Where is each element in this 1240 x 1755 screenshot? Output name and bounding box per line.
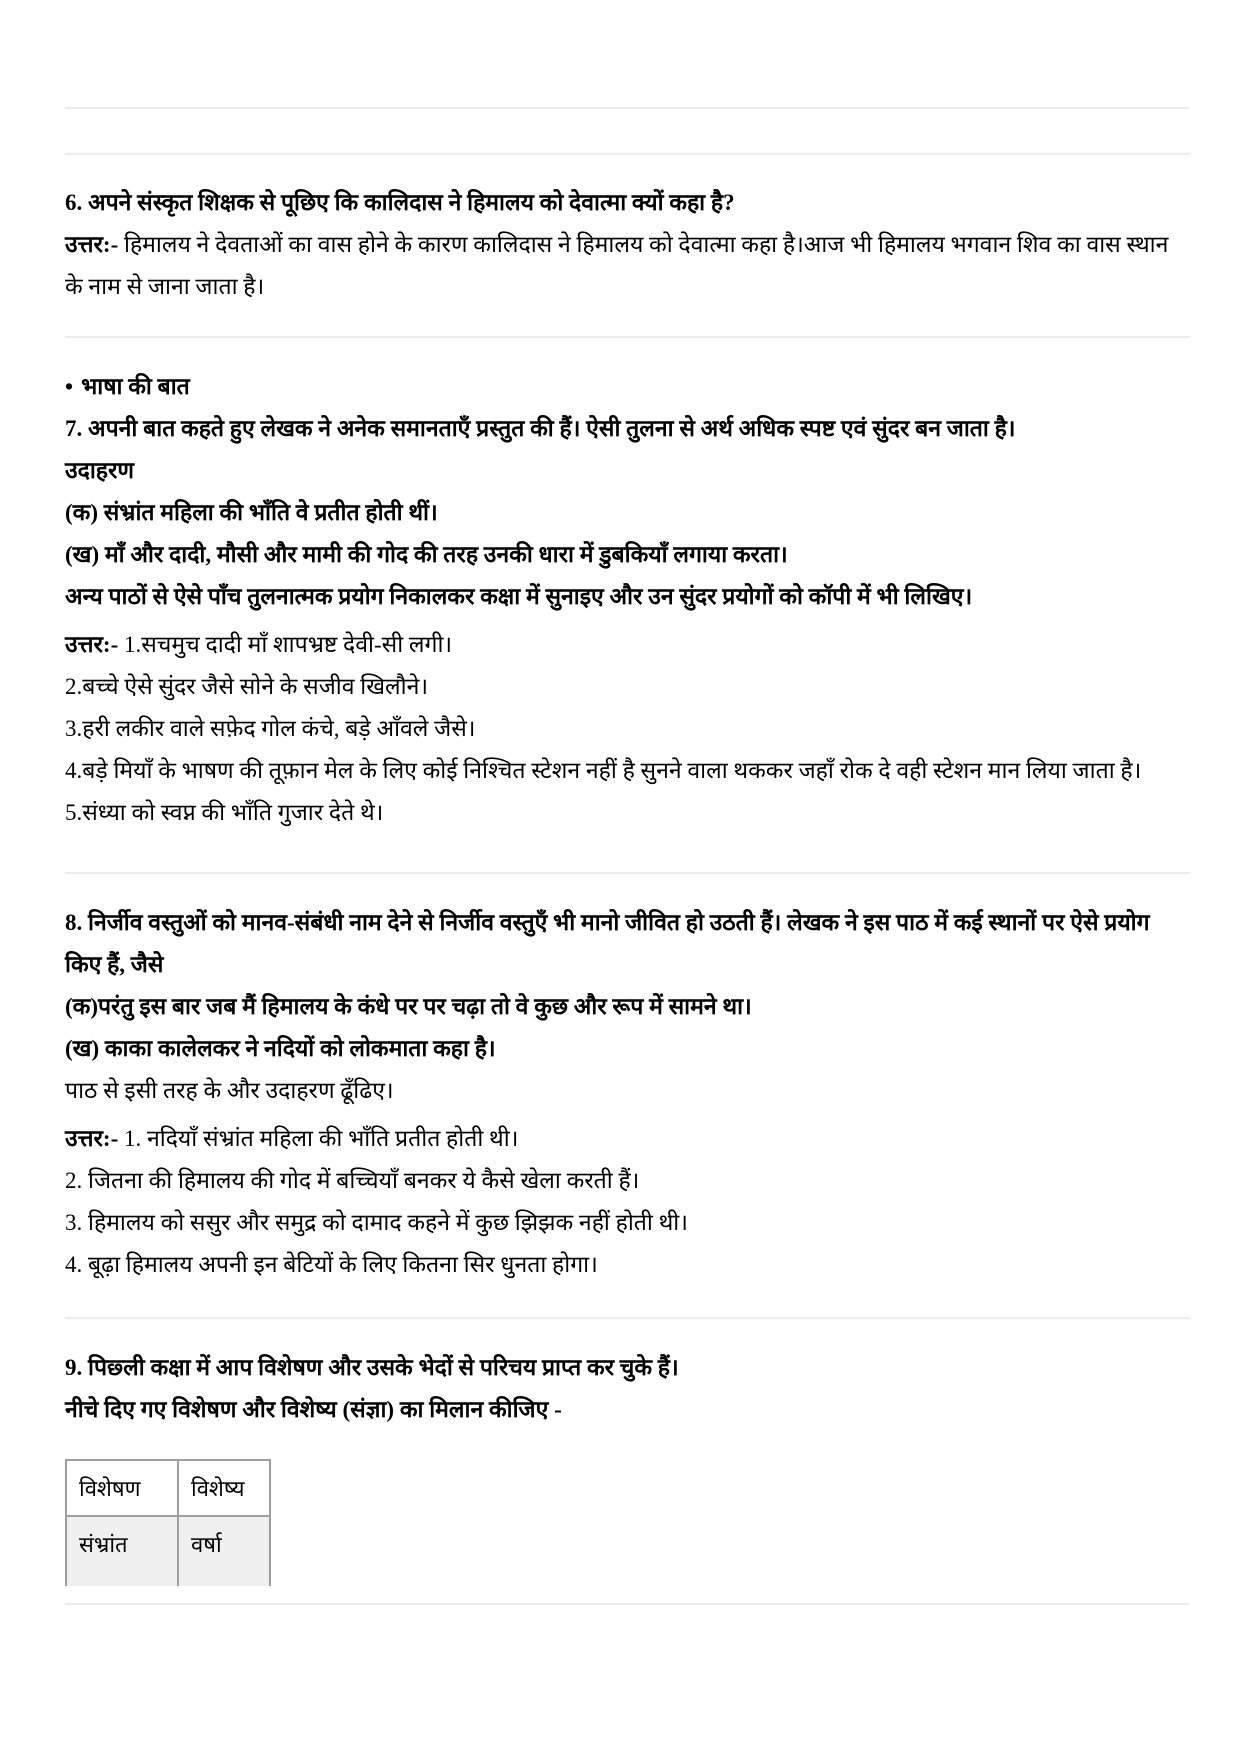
answer-8 <box>65 1118 1190 1160</box>
table-cell-sambhrant: संभ्रांत <box>66 1516 178 1586</box>
matching-table-container <box>65 1459 1190 1586</box>
bhasha-ki-baat-heading <box>65 366 1190 408</box>
question-7-example-ka: (क) संभ्रांत महिला की भाँति वे प्रतीत होती थीं। <box>65 500 438 525</box>
table-header-row <box>66 1460 270 1516</box>
question-7: 7. अपनी बात कहते हुए लेखक ने अनेक समानताएँ प्रस्तुत की हैं। ऐसी तुलना से अर्थ अधिक स्पष्ट एवं सुंदर बन जाता है। <box>65 416 1016 441</box>
section-divider <box>65 153 1190 155</box>
answer-7 <box>65 624 1190 666</box>
section-divider <box>65 1317 1190 1319</box>
answer-8-item-4: 4. बूढ़ा हिमालय अपनी इन बेटियों के लिए कितना सिर धुनता होगा। <box>65 1252 598 1277</box>
answer-7-label: उत्तर:- <box>65 632 119 657</box>
answer-8-label: उत्तर:- <box>65 1126 119 1151</box>
section-divider <box>65 107 1190 109</box>
answer-7-item-2: 2.बच्चे ऐसे सुंदर जैसे सोने के सजीव खिलौने। <box>65 674 429 699</box>
answer-8-item-2: 2. जितना की हिमालय की गोद में बच्चियाँ बनकर ये कैसे खेला करती हैं। <box>65 1168 640 1193</box>
question-8: 8. निर्जीव वस्तुओं को मानव-संबंधी नाम देने से निर्जीव वस्तुएँ भी मानो जीवित हो उठती हैं। लेखक ने इस पाठ में कई स्थानों पर ऐसे प्रयोग किए हैं, जैसे <box>65 910 1150 977</box>
question-7-udaharan-label: उदाहरण <box>65 458 135 483</box>
bullet-icon: • <box>65 374 74 399</box>
bhasha-ki-baat-label: भाषा की बात <box>81 374 190 399</box>
section-divider <box>65 336 1190 338</box>
answer-8-item-1: 1. नदियाँ संभ्रांत महिला की भाँति प्रतीत होती थी। <box>118 1126 519 1151</box>
question-8-example-kha: (ख) काका कालेलकर ने नदियों को लोकमाता कहा है। <box>65 1036 496 1061</box>
answer-7-item-5: 5.संध्या को स्वप्न की भाँति गुजार देते थे। <box>65 800 384 825</box>
question-6: 6. अपने संस्कृत शिक्षक से पूछिए कि कालिदास ने हिमालय को देवात्मा क्यों कहा है? <box>65 190 735 215</box>
answer-8-item-3: 3. हिमालय को ससुर और समुद्र को दामाद कहने में कुछ झिझक नहीं होती थी। <box>65 1210 688 1235</box>
question-8-example-ka: (क)परंतु इस बार जब मैं हिमालय के कंधे पर पर चढ़ा तो वे कुछ और रूप में सामने था। <box>65 994 752 1019</box>
section-divider <box>65 1603 1190 1605</box>
question-7-example-kha: (ख) माँ और दादी, मौसी और मामी की गोद की तरह उनकी धारा में डुबकियाँ लगाया करता। <box>65 542 788 567</box>
answer-6-label: उत्तर:- <box>65 232 119 257</box>
section-divider <box>65 872 1190 874</box>
answer-7-item-1: 1.सचमुच दादी माँ शापभ्रष्ट देवी-सी लगी। <box>118 632 453 657</box>
question-8-instruction: पाठ से इसी तरह के और उदाहरण ढूँढिए। <box>65 1078 394 1103</box>
table-header-visheshan: विशेषण <box>66 1460 178 1516</box>
question-9: 9. पिछ्ली कक्षा में आप विशेषण और उसके भेदों से परिचय प्राप्त कर चुके हैं। <box>65 1355 679 1380</box>
question-9-instruction: नीचे दिए गए विशेषण और विशेष्य (संज्ञा) का मिलान कीजिए - <box>65 1397 562 1422</box>
question-7-instruction: अन्य पाठों से ऐसे पाँच तुलनात्मक प्रयोग निकालकर कक्षा में सुनाइए और उन सुंदर प्रयोगों को कॉपी में भी लिखिए। <box>65 584 973 609</box>
answer-7-item-4: 4.बड़े मियाँ के भाषण की तूफ़ान मेल के लिए कोई निश्चित स्टेशन नहीं है सुनने वाला थककर जहाँ रोक दे वही स्टेशन मान लिया जाता है। <box>65 758 1142 783</box>
table-cell-varsha: वर्षा <box>178 1516 270 1586</box>
table-row <box>66 1516 270 1586</box>
answer-7-item-3: 3.हरी लकीर वाले सफ़ेद गोल कंचे, बड़े आँवले जैसे। <box>65 716 476 741</box>
table-header-visheshya: विशेष्य <box>178 1460 270 1516</box>
matching-table <box>65 1459 271 1586</box>
answer-6 <box>65 224 1190 308</box>
document-content <box>0 107 1240 1605</box>
answer-6-text: हिमालय ने देवताओं का वास होने के कारण कालिदास ने हिमालय को देवात्मा कहा है।आज भी हिमालय भगवान शिव का वास स्थान के नाम से जाना जाता है। <box>65 232 1169 299</box>
